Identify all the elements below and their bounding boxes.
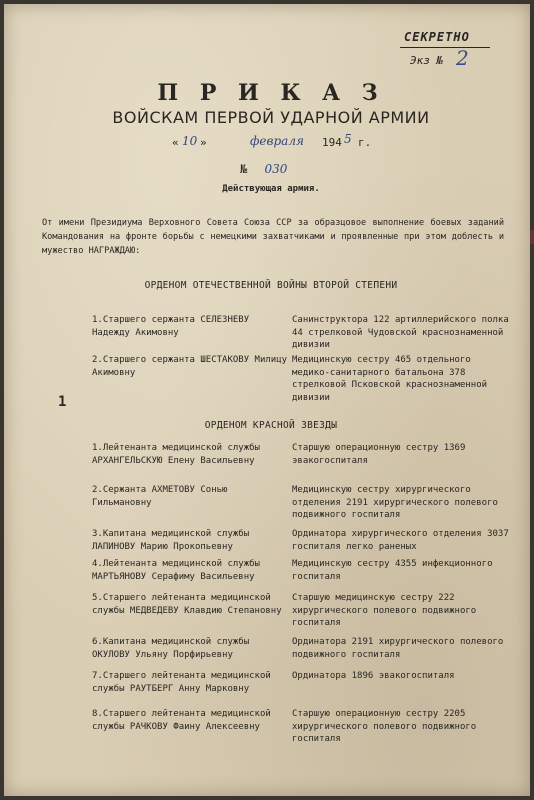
award-position: Ординатора 2191 хирургического полевого подвижного госпиталя	[292, 637, 504, 660]
preamble-text: От имени Президиума Верховного Совета Союза ССР за образцовое выполнение боевых заданий Командования на фронте борьбы с немецкими захватчиками и проявленные при этом доблесть и мужество НАГРАЖДАЮ:	[42, 218, 504, 256]
date-month: февраля	[250, 134, 304, 148]
award-position: Санинструктора 122 артиллерийского полка 44 стрелковой Чудовской краснознаменной дивизии	[292, 315, 509, 350]
margin-pencil-mark: 1	[58, 394, 67, 410]
date-year-g: г.	[358, 136, 372, 149]
award-recipient: 2.Сержанта АХМЕТОВУ Сонью Гильмановну	[92, 485, 228, 508]
award-recipient: 5.Старшего лейтенанта медицинской службы МЕДВЕДЕВУ Клавдию Степановну	[92, 593, 282, 616]
award-recipient: 2.Старшего сержанта ШЕСТАКОВУ Милицу Акимовну	[92, 355, 288, 378]
secret-label: СЕКРЕТНО	[404, 30, 470, 44]
date-year-prefix: 194	[322, 136, 342, 149]
award-recipient: 1.Старшего сержанта СЕЛЕЗНЕВУ Надежду Акимовну	[92, 315, 250, 338]
award-recipient: 6.Капитана медицинской службы ОКУЛОВУ Ульяну Порфирьевну	[92, 637, 250, 660]
award-position: Старшую медицинскую сестру 222 хирургического полевого подвижного госпиталя	[292, 593, 477, 628]
order-subtitle: ВОЙСКАМ ПЕРВОЙ УДАРНОЙ АРМИИ	[112, 108, 430, 127]
secrecy-stamp	[400, 26, 496, 74]
document-sheet	[4, 4, 530, 796]
order-number: 030	[264, 162, 288, 176]
award-recipient: 8.Старшего лейтенанта медицинской службы РАЧКОВУ Фаину Алексеевну	[92, 709, 271, 732]
order-number-line	[240, 162, 287, 176]
award-recipient: 3.Капитана медицинской службы ЛАПИНОВУ Марию Прокопьевну	[92, 529, 250, 552]
award-position: Ординатора 1896 эвакогоспиталя	[292, 671, 455, 681]
copy-label: Экз №	[410, 54, 444, 67]
date-quote-open: «	[172, 136, 179, 149]
date-day: 10	[182, 134, 198, 148]
order-title: П Р И К А З	[157, 80, 385, 106]
order-number-label: №	[240, 162, 248, 176]
section-title-red-star: ОРДЕНОМ КРАСНОЙ ЗВЕЗДЫ	[204, 420, 338, 431]
date-quote-close: »	[200, 136, 207, 149]
award-position: Старшую операционную сестру 1369 эвакогоспиталя	[292, 443, 466, 466]
section-title-patriotic-war: ОРДЕНОМ ОТЕЧЕСТВЕННОЙ ВОЙНЫ ВТОРОЙ СТЕПЕНИ	[144, 280, 398, 291]
award-recipient: 7.Старшего лейтенанта медицинской службы РАУТБЕРГ Анну Марковну	[92, 671, 271, 694]
date-year-suffix: 5	[344, 132, 352, 146]
award-recipient: 4.Лейтенанта медицинской службы МАРТЬЯНОВУ Серафиму Васильевну	[92, 559, 260, 582]
edge-red-mark	[530, 230, 534, 244]
award-position: Медицинскую сестру 465 отдельного медико-санитарного батальона 378 стрелковой Псковской краснознаменной дивизии	[292, 355, 488, 403]
copy-number: 2	[456, 46, 469, 70]
award-recipient: 1.Лейтенанта медицинской службы АРХАНГЕЛЬСКУЮ Елену Васильевну	[92, 443, 260, 466]
army-label: Действующая армия.	[222, 184, 320, 194]
award-position: Ординатора хирургического отделения 3037 госпиталя легко раненых	[292, 529, 509, 552]
award-position: Медицинскую сестру 4355 инфекционного госпиталя	[292, 559, 493, 582]
award-position: Медицинскую сестру хирургического отделения 2191 хирургического полевого подвижного госпиталя	[292, 485, 498, 520]
stamp-divider	[400, 47, 490, 48]
award-position: Старшую операционную сестру 2205 хирургического полевого подвижного госпиталя	[292, 709, 477, 744]
